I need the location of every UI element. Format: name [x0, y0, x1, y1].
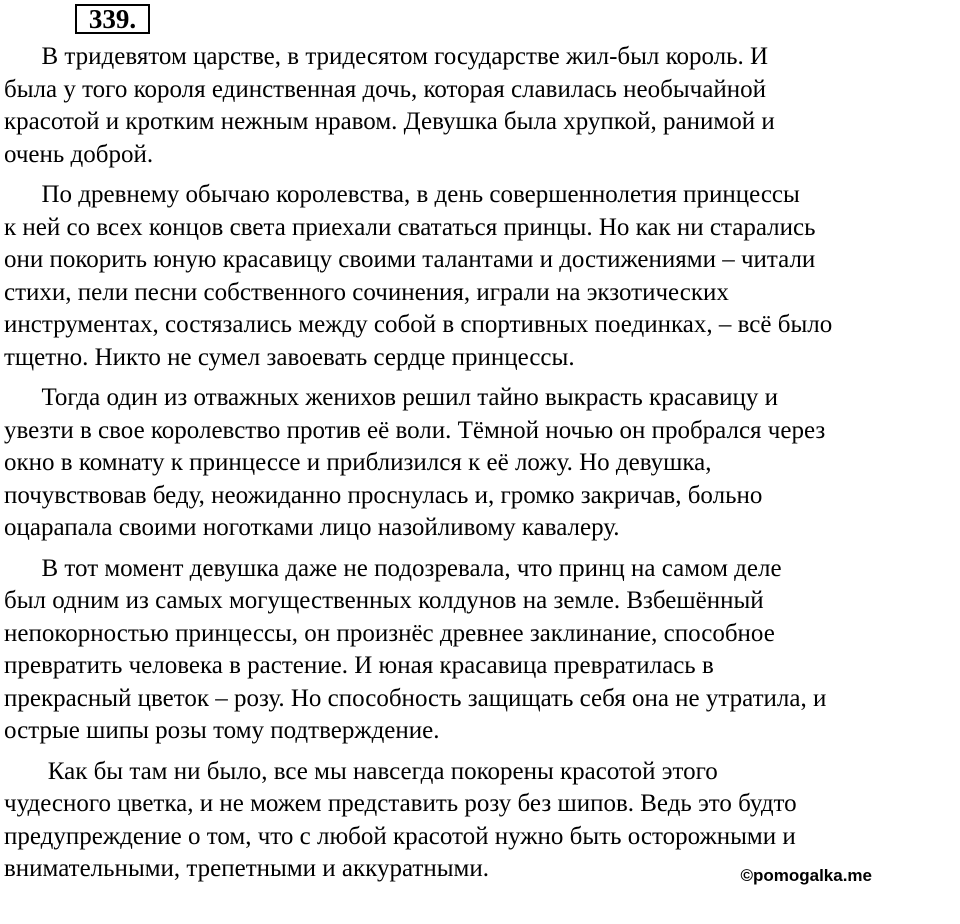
paragraph-2 — [4, 179, 960, 374]
text-body — [4, 41, 960, 894]
text-line: была у того короля единственная дочь, которая славилась необычайной — [4, 75, 766, 103]
text-line: В тридевятом царстве, в тридесятом государстве жил-был король. И — [4, 43, 769, 70]
text-line: очень доброй. — [4, 140, 154, 168]
text-line: оцарапала своими ноготками лицо назойливому кавалеру. — [4, 514, 620, 541]
watermark: ©pomogalka.me — [740, 866, 872, 885]
paragraph-1 — [4, 41, 960, 171]
text-line: почувствовав беду, неожиданно проснулась и, громко закричав, больно — [4, 481, 763, 509]
text-line: был одним из самых могущественных колдунов на земле. Взбешённый — [4, 587, 764, 614]
text-line: стихи, пели песни собственного сочинения, играли на экзотических — [4, 278, 729, 306]
text-line: прекрасный цветок – розу. Но способность защищать себя она не утратила, и — [4, 684, 827, 712]
text-line: непокорностью принцессы, он произнёс древнее заклинание, способное — [4, 619, 775, 647]
exercise-number: 339. — [75, 4, 150, 34]
text-line: тщетно. Никто не сумел завоевать сердце принцессы. — [4, 343, 575, 371]
text-line: превратить человека в растение. И юная красавица превратилась в — [4, 652, 714, 679]
text-line: красотой и кротким нежным нравом. Девушка была хрупкой, ранимой и — [4, 108, 775, 135]
text-line: увезти в свое королевство против её воли. Тёмной ночью он пробрался через — [4, 416, 826, 444]
text-line: Как бы там ни было, все мы навсегда покорены красотой этого — [4, 757, 718, 785]
text-line: чудесного цветка, и не можем представить розу без шипов. Ведь это будто — [4, 790, 797, 817]
text-line: окно в комнату к принцессе и приблизился к её ложу. Но девушка, — [4, 449, 712, 476]
text-line: они покорить юную красавицу своими талантами и достижениями – читали — [4, 246, 816, 273]
text-line: инструментах, состязались между собой в спортивных поединках, – всё было — [4, 311, 833, 338]
paragraph-4 — [4, 553, 960, 748]
paragraph-3 — [4, 382, 960, 545]
text-line: Тогда один из отважных женихов решил тайно выкрасть красавицу и — [4, 384, 778, 411]
text-line: В тот момент девушка даже не подозревала, что принц на самом деле — [4, 554, 782, 582]
text-line: острые шипы розы тому подтверждение. — [4, 717, 440, 744]
text-line: По древнему обычаю королевства, в день совершеннолетия принцессы — [4, 181, 800, 208]
text-line: к ней со всех концов света приехали свататься принцы. Но как ни старались — [4, 213, 816, 241]
text-line: внимательными, трепетными и аккуратными. — [4, 855, 489, 882]
text-line: предупреждение о том, что с любой красотой нужно быть осторожными и — [4, 822, 796, 850]
